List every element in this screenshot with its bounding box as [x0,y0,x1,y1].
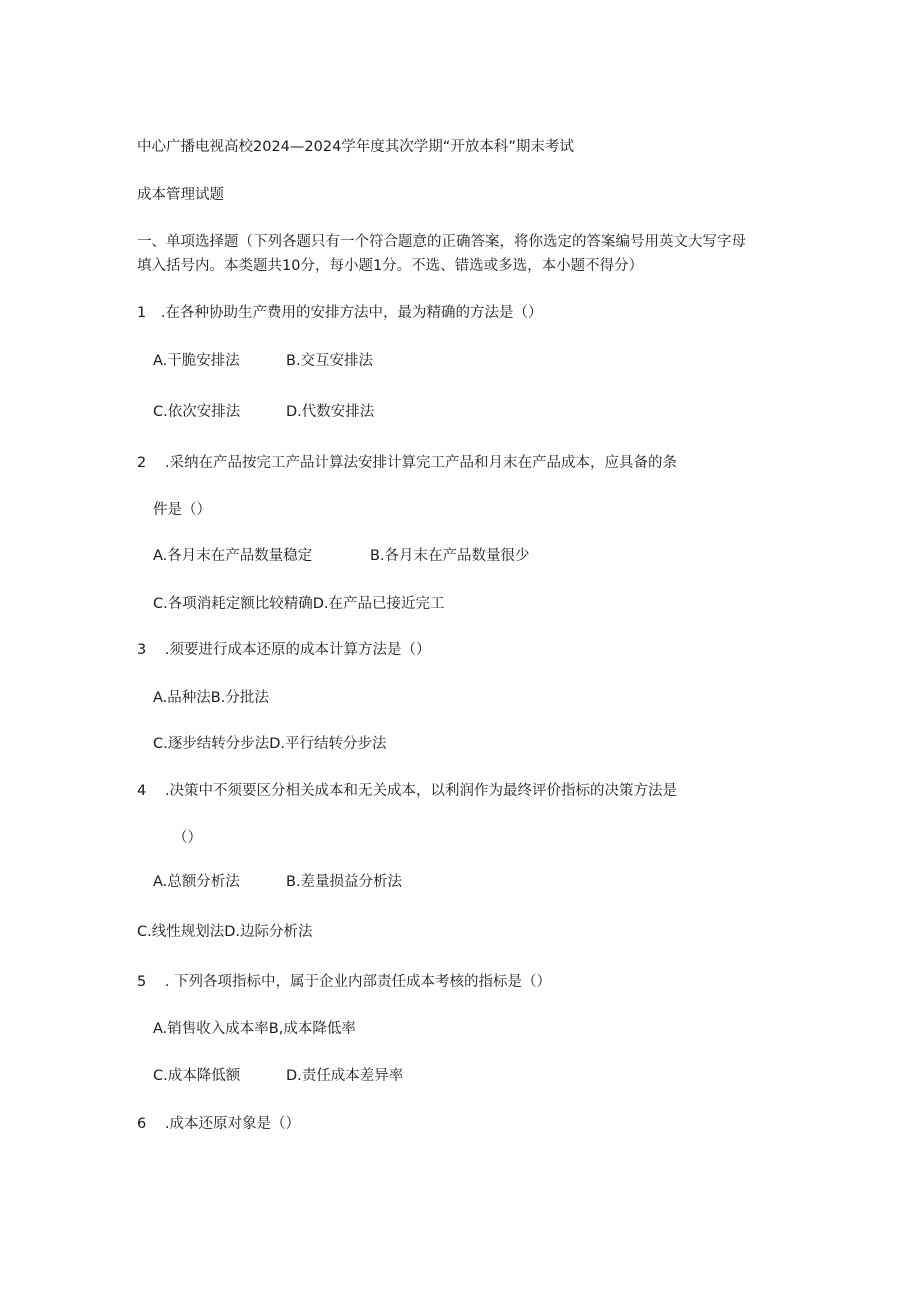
option-a: A.总额分析法 [153,874,240,890]
option-a: A.干脆安排法 [153,353,240,369]
exam-subject: 成本管理试题 [137,187,224,203]
question-text: .在各种协助生产费用的安排方法中，最为精确的方法是（） [160,305,543,321]
option-d: D.责任成本差异率 [286,1068,404,1084]
option-c-d-row [153,734,387,754]
option-c: C.线性规划法 [137,924,225,940]
option-b: B,成本降低率 [268,1021,356,1037]
option-a-b-row [153,1019,356,1039]
question-number: 6 [137,1116,147,1132]
question-text-continued: （） [173,830,202,846]
option-b: B.差量损益分析法 [286,874,403,890]
question-number: 2 [137,455,147,471]
option-a: A.各月末在产品数量稳定 [153,548,313,564]
option-c-d-row [137,922,313,942]
option-a: A.品种法 [153,690,211,706]
question-text: .决策中不须要区分相关成本和无关成本，以利润作为最终评价指标的决策方法是 [164,783,677,799]
question-number: 3 [137,642,147,658]
question-5 [137,972,551,992]
exam-title: 中心广播电视高校2024—2024学年度其次学期“开放本科”期末考试 [137,139,574,155]
option-d: D.代数安排法 [286,404,375,420]
question-text: .须要进行成本还原的成本计算方法是（） [164,642,431,658]
option-d: D.边际分析法 [224,924,313,940]
option-d: D.平行结转分步法 [269,736,387,752]
question-number: 1 [137,305,147,321]
option-c: C.各项消耗定额比较精确 [153,596,313,612]
option-c-d-row [153,594,445,614]
option-a: A.销售收入成本率 [153,1021,269,1037]
question-4 [137,781,677,801]
option-b: B.各月末在产品数量很少 [370,548,530,564]
option-b: B.分批法 [210,690,269,706]
question-text: .采纳在产品按完工产品计算法安排计算完工产品和月末在产品成本，应具备的条 [164,455,677,471]
question-3 [137,640,430,660]
question-number: 4 [137,783,147,799]
option-d: D.在产品已接近完工 [312,596,445,612]
option-c: C.依次安排法 [153,404,241,420]
option-b: B.交互安排法 [286,353,374,369]
section-instructions-line1: 一、单项选择题（下列各题只有一个符合题意的正确答案，将你选定的答案编号用英文大写字母 [137,234,746,250]
question-number: 5 [137,974,147,990]
option-a-b-row [153,688,269,708]
question-text-continued: 件是（） [153,502,211,518]
question-text: .成本还原对象是（） [164,1116,300,1132]
section-instructions-line2: 填入括号内。本类题共10分，每小题1分。不选、错选或多选，本小题不得分） [137,258,644,274]
question-2 [137,453,677,473]
question-6 [137,1114,300,1134]
option-c: C.逐步结转分步法 [153,736,270,752]
option-c: C.成本降低额 [153,1068,241,1084]
question-1 [137,303,542,323]
question-text: . 下列各项指标中，属于企业内部责任成本考核的指标是（） [164,974,552,990]
